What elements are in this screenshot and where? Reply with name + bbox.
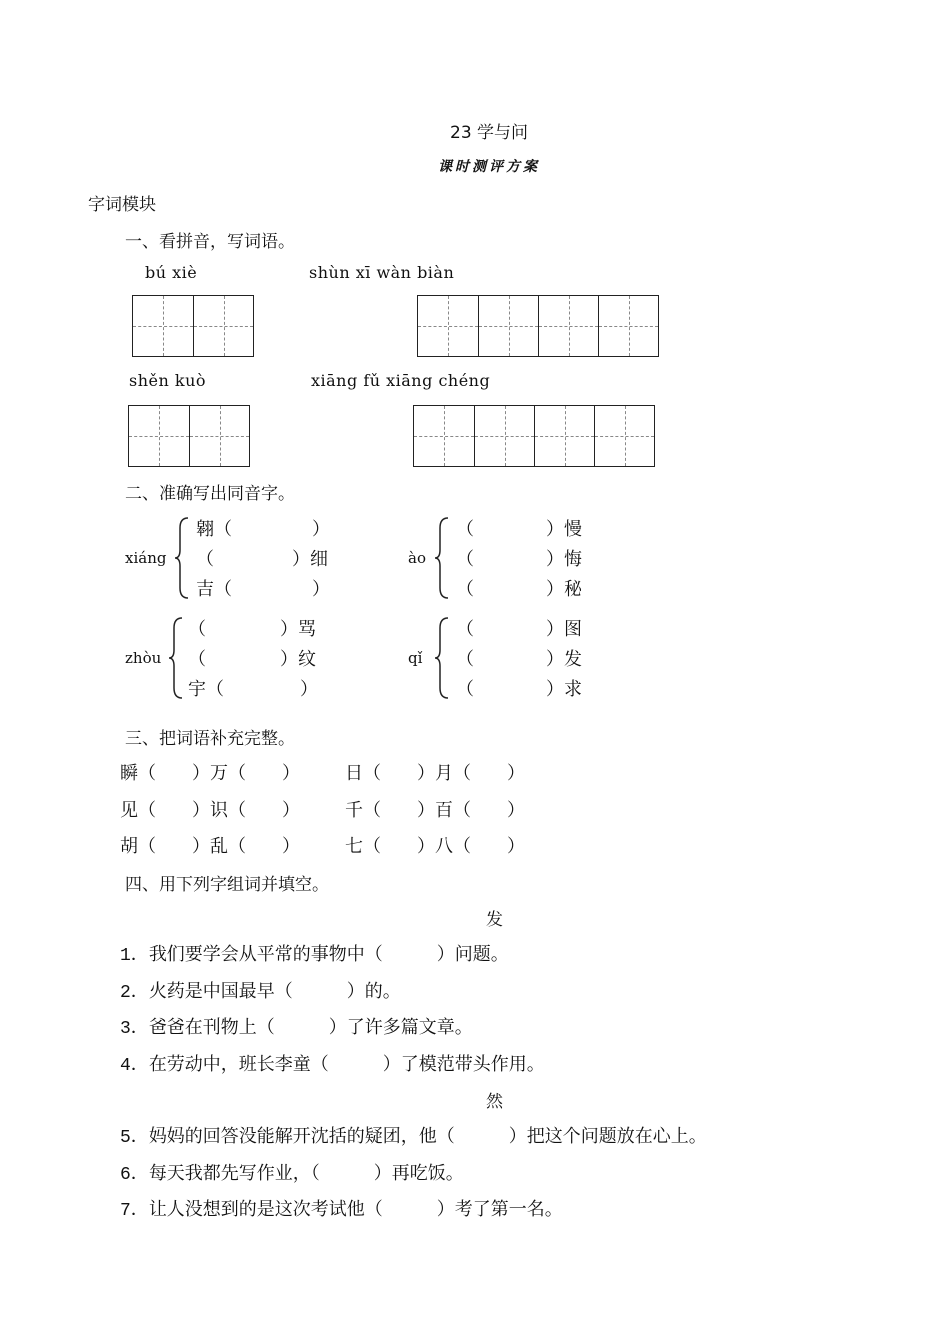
sentence [120,1195,563,1221]
target-char: 然 [486,1092,503,1112]
pinyin-2: shùn xī wàn biàn [309,263,455,282]
sentence-text: 在劳动中，班长李童（ ）了模范带头作用。 [148,1054,545,1075]
sentence [120,1013,473,1039]
grid-cell[interactable] [598,296,658,356]
homophone-item: （ [456,619,474,640]
homophone-tail: ）细 [292,549,328,570]
idiom-fill: 七（ ）八（ ） [345,836,525,857]
homophone-tail: ）慢 [546,519,582,540]
homophone-item: （ [456,649,474,670]
sentence-number: 5． [120,1128,149,1148]
sentence-number: 4． [120,1056,149,1076]
grid-cell[interactable] [478,296,538,356]
module-title: 字词模块 [88,195,156,215]
brace-icon [434,516,450,600]
homophone-item: （ [456,549,474,570]
sentence-number: 1． [120,946,149,966]
pinyin-4: xiāng fǔ xiāng chéng [311,371,491,390]
homophone-pinyin: ào [408,549,426,567]
grid-cell[interactable] [594,406,654,466]
idiom-fill: 千（ ）百（ ） [345,800,525,821]
pinyin-1: bú xiè [145,263,198,282]
homophone-item: （ [188,619,206,640]
grid-cell[interactable] [129,406,189,466]
pinyin-3: shěn kuò [129,371,207,390]
homophone-tail: ）骂 [280,619,316,640]
sentence-number: 2． [120,983,149,1003]
writing-grid-1[interactable] [132,295,254,357]
homophone-item: （ [456,679,474,700]
grid-cell[interactable] [133,296,193,356]
writing-grid-2[interactable] [417,295,659,357]
q4-heading: 四、用下列字组词并填空。 [125,875,329,895]
grid-cell[interactable] [193,296,253,356]
homophone-tail: ）纹 [280,649,316,670]
brace-icon [168,616,184,700]
homophone-pinyin: xiáng [125,549,167,567]
idiom-fill: 日（ ）月（ ） [345,763,525,784]
homophone-item: 宇（ [188,679,224,700]
homophone-tail: ）图 [546,619,582,640]
sentence [120,1122,707,1148]
grid-cell[interactable] [418,296,478,356]
sentence [120,940,509,966]
writing-grid-4[interactable] [413,405,655,467]
sentence-number: 7． [120,1201,149,1221]
grid-cell[interactable] [474,406,534,466]
sentence-text: 让人没想到的是这次考试他（ ）考了第一名。 [148,1199,563,1220]
grid-cell[interactable] [189,406,249,466]
homophone-pinyin: zhòu [125,649,162,667]
brace-icon [434,616,450,700]
grid-cell[interactable] [538,296,598,356]
homophone-pinyin: qǐ [408,649,423,667]
sentence-text: 火药是中国最早（ ）的。 [148,981,401,1002]
sentence-text: 我们要学会从平常的事物中（ ）问题。 [148,944,509,965]
homophone-tail: ） [312,579,330,600]
homophone-tail: ）发 [546,649,582,670]
homophone-item: （ [456,519,474,540]
sentence [120,1159,464,1185]
homophone-item: （ [188,649,206,670]
sentence [120,977,401,1003]
page-title: 23 学与问 [450,123,529,143]
page-subtitle: 课时测评方案 [438,159,540,175]
homophone-tail: ）悔 [546,549,582,570]
brace-icon [174,516,190,600]
grid-cell[interactable] [534,406,594,466]
homophone-item: （ [196,549,214,570]
q3-heading: 三、把词语补充完整。 [125,729,295,749]
sentence [120,1050,545,1076]
homophone-item: 吉（ [196,579,232,600]
idiom-fill: 瞬（ ）万（ ） [120,763,300,784]
homophone-tail: ） [312,519,330,540]
homophone-tail: ） [300,679,318,700]
writing-grid-3[interactable] [128,405,250,467]
sentence-text: 妈妈的回答没能解开沈括的疑团，他（ ）把这个问题放在心上。 [148,1126,707,1147]
homophone-tail: ）秘 [546,579,582,600]
homophone-tail: ）求 [546,679,582,700]
q1-heading: 一、看拼音，写词语。 [125,232,295,252]
sentence-number: 6． [120,1165,149,1185]
target-char: 发 [486,910,503,930]
idiom-fill: 胡（ ）乱（ ） [120,836,300,857]
idiom-fill: 见（ ）识（ ） [120,800,300,821]
homophone-item: 翱（ [196,519,232,540]
sentence-text: 每天我都先写作业，（ ）再吃饭。 [148,1163,464,1184]
sentence-number: 3． [120,1019,149,1039]
sentence-text: 爸爸在刊物上（ ）了许多篇文章。 [148,1017,473,1038]
q2-heading: 二、准确写出同音字。 [125,484,295,504]
grid-cell[interactable] [414,406,474,466]
homophone-item: （ [456,579,474,600]
